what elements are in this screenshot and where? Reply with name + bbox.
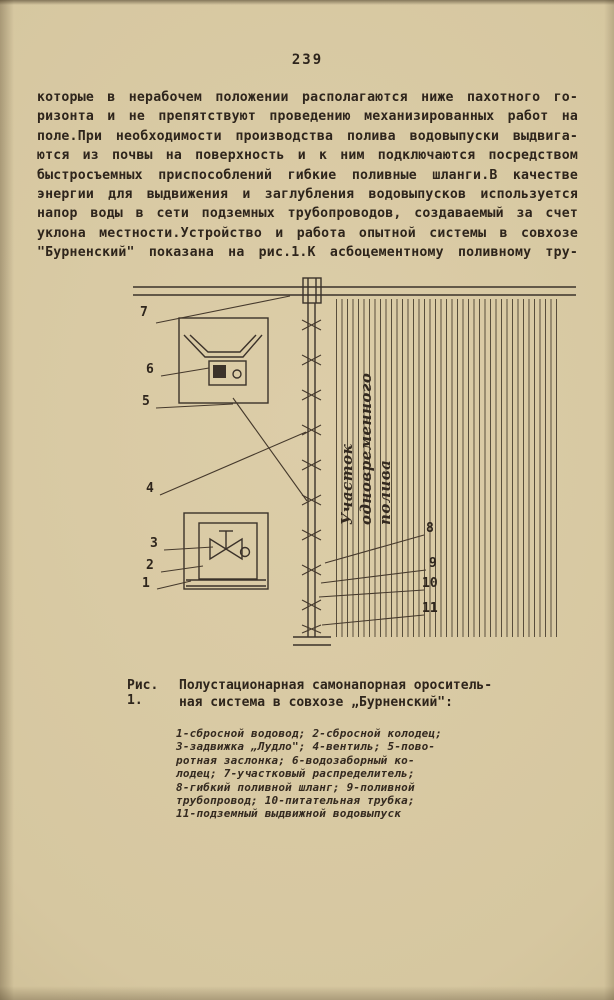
legend-line: 1-сбросной водовод; 2-сбросной колодец; [176, 727, 443, 740]
figure-callout-3: 3 [150, 536, 158, 551]
figure-1-diagram [0, 275, 614, 667]
intake-well-detail [179, 318, 268, 403]
figure-callout-7: 7 [140, 305, 148, 320]
legend-line: трубопровод; 10-питательная трубка; [176, 794, 415, 808]
figure-legend [176, 727, 476, 821]
figure-callout-6: 6 [146, 362, 154, 377]
body-line: энергии для выдвижения и заглубления водовыпусков используется [37, 187, 578, 203]
figure-caption [127, 678, 567, 711]
drain-well-detail [184, 513, 268, 589]
body-line: уклона местности.Устройство и работа опытной системы в совхозе [37, 225, 578, 241]
legend-line: ротная заслонка; 6-водозаборный ко- [176, 753, 415, 767]
caption-line: Полустационарная самонапорная ороситель- [179, 678, 493, 693]
irrigation-diagram [0, 275, 614, 667]
body-paragraph [37, 88, 578, 263]
figure-callout-9: 9 [429, 556, 437, 571]
figure-caption-text [179, 678, 492, 711]
body-line: быстросъемных приспособлений гибкие поливные шланги.В качестве [37, 167, 578, 183]
body-line: ризонта и не препятствуют проведению механизированных работ на [37, 109, 578, 125]
figure-callout-4: 4 [146, 481, 154, 496]
riser-pipe [293, 303, 331, 645]
figure-callout-10: 10 [422, 576, 438, 591]
legend-line: 3-задвижка „Лудло"; 4-вентиль; 5-пово- [176, 740, 436, 754]
figure-callout-11: 11 [422, 601, 438, 616]
body-line: "Бурненский" показана на рис.1.К асбоцементному поливному тру- [37, 245, 578, 261]
body-line: поле.При необходимости производства полива водовыпуски выдвига- [37, 128, 578, 144]
caption-line: ная система в совхозе „Бурненский": [179, 694, 453, 710]
legend-line: 11-подземный выдвижной водовыпуск [176, 807, 402, 821]
figure-callout-1: 1 [142, 576, 150, 591]
figure-caption-label: Рис. 1. [127, 678, 159, 708]
body-line: ются из почвы на поверхность и к ним подключаются посредством [37, 148, 578, 164]
body-line: напор воды в сети подземных трубопроводов, создаваемый за счет [37, 206, 578, 222]
legend-line: лодец; 7-участковый распределитель; [176, 767, 415, 781]
hydrant-marks [302, 320, 321, 633]
figure-callout-8: 8 [426, 521, 434, 536]
body-line: которые в нерабочем положении располагаются ниже пахотного го- [37, 90, 578, 105]
page-number: 239 [291, 52, 324, 68]
legend-line: 8-гибкий поливной шланг; 9-поливной [176, 780, 415, 794]
figure-callout-5: 5 [142, 394, 150, 409]
figure-callout-2: 2 [146, 558, 154, 573]
field-rotated-label: Участок одновременного полива [338, 372, 394, 525]
